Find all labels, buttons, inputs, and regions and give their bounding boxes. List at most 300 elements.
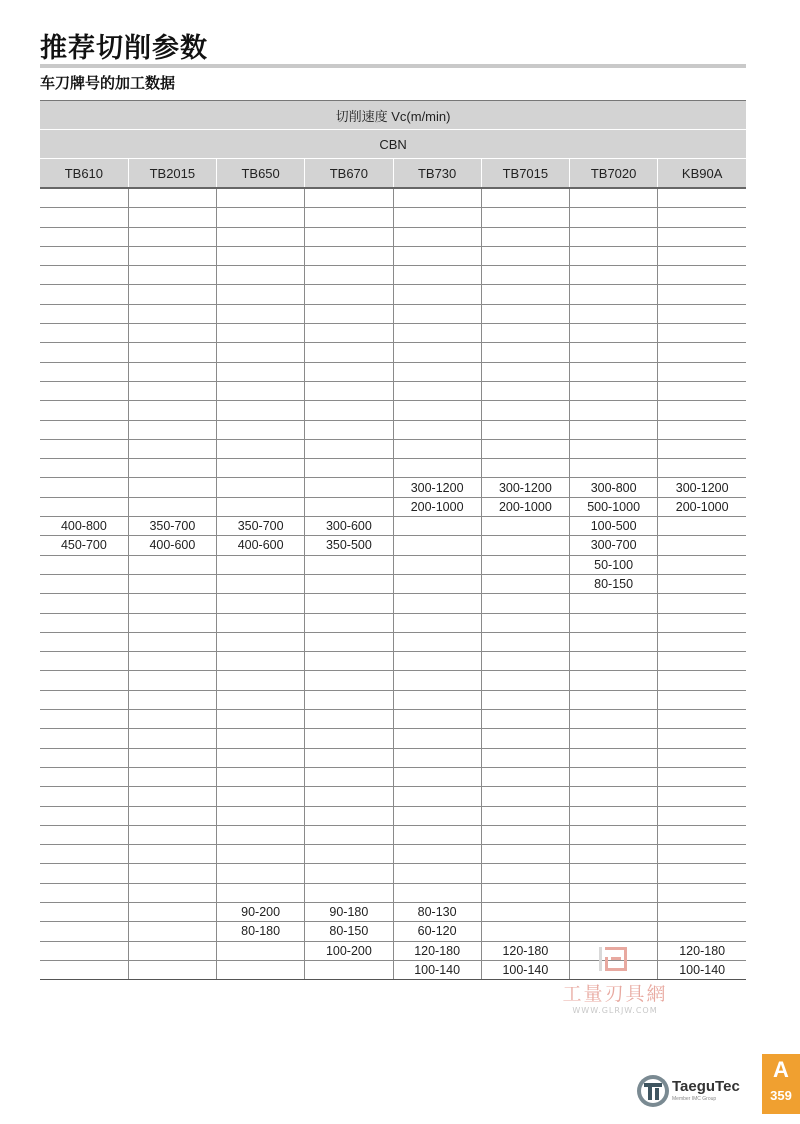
table-cell — [658, 266, 746, 285]
table-cell — [393, 362, 481, 381]
table-cell — [217, 710, 305, 729]
table-cell — [481, 729, 569, 748]
table-cell — [393, 748, 481, 767]
table-row — [40, 883, 746, 902]
table-row — [40, 208, 746, 227]
table-cell — [481, 459, 569, 478]
table-cell — [481, 806, 569, 825]
table-cell: 400-600 — [128, 536, 216, 555]
table-cell — [658, 652, 746, 671]
table-cell — [40, 941, 128, 960]
table-cell — [393, 227, 481, 246]
table-cell — [305, 188, 393, 208]
table-cell — [40, 632, 128, 651]
table-cell — [658, 864, 746, 883]
table-cell: 300-700 — [570, 536, 658, 555]
table-cell — [305, 227, 393, 246]
table-cell — [570, 266, 658, 285]
table-cell — [570, 594, 658, 613]
table-cell: 300-600 — [305, 517, 393, 536]
table-row — [40, 632, 746, 651]
table-cell — [658, 632, 746, 651]
table-cell — [128, 671, 216, 690]
table-cell — [40, 439, 128, 458]
table-cell: 120-180 — [393, 941, 481, 960]
table-cell — [128, 825, 216, 844]
table-cell — [481, 208, 569, 227]
table-cell: 450-700 — [40, 536, 128, 555]
table-cell — [128, 613, 216, 632]
table-cell — [128, 401, 216, 420]
table-row — [40, 729, 746, 748]
table-cell — [570, 864, 658, 883]
table-cell: 350-500 — [305, 536, 393, 555]
table-cell — [305, 420, 393, 439]
table-cell — [481, 594, 569, 613]
table-cell — [393, 729, 481, 748]
watermark — [540, 945, 690, 1020]
table-cell — [570, 710, 658, 729]
table-cell — [217, 227, 305, 246]
table-cell — [393, 381, 481, 400]
table-cell — [658, 304, 746, 323]
table-cell — [40, 787, 128, 806]
table-cell — [393, 787, 481, 806]
table-cell — [40, 188, 128, 208]
table-cell — [570, 401, 658, 420]
taegutec-logo-icon — [636, 1074, 670, 1108]
table-cell — [570, 613, 658, 632]
table-cell — [481, 266, 569, 285]
table-cell — [570, 806, 658, 825]
table-cell — [393, 324, 481, 343]
grade-header-tb650: TB650 — [217, 159, 305, 189]
table-cell: 50-100 — [570, 555, 658, 574]
table-cell — [217, 266, 305, 285]
table-cell — [570, 729, 658, 748]
table-cell: 80-180 — [217, 922, 305, 941]
table-cell — [40, 845, 128, 864]
table-cell — [217, 574, 305, 593]
table-cell — [305, 497, 393, 516]
table-row — [40, 594, 746, 613]
table-row — [40, 401, 746, 420]
table-cell — [481, 767, 569, 786]
table-cell — [658, 362, 746, 381]
table-cell — [128, 324, 216, 343]
table-cell — [40, 825, 128, 844]
table-cell — [658, 459, 746, 478]
table-cell — [570, 381, 658, 400]
table-body — [40, 188, 746, 980]
table-cell — [658, 536, 746, 555]
table-cell — [393, 806, 481, 825]
table-row — [40, 806, 746, 825]
table-cell — [481, 845, 569, 864]
table-row — [40, 864, 746, 883]
table-cell — [481, 246, 569, 265]
table-cell — [128, 459, 216, 478]
table-cell — [393, 439, 481, 458]
table-cell — [658, 343, 746, 362]
table-cell: 90-200 — [217, 902, 305, 921]
table-cell — [570, 767, 658, 786]
table-cell — [481, 825, 569, 844]
brand-tagline: Member IMC Group — [672, 1096, 717, 1102]
table-cell: 60-120 — [393, 922, 481, 941]
table-cell — [128, 690, 216, 709]
table-row — [40, 787, 746, 806]
brand-name: TaeguTec — [672, 1078, 740, 1095]
watermark-logo-icon — [595, 945, 635, 973]
table-cell — [658, 401, 746, 420]
watermark-text: 工量刃具網 — [562, 983, 668, 1005]
table-row — [40, 285, 746, 304]
table-cell — [217, 652, 305, 671]
table-cell — [658, 729, 746, 748]
table-row — [40, 536, 746, 555]
table-cell — [481, 883, 569, 902]
table-cell — [393, 208, 481, 227]
table-cell — [217, 285, 305, 304]
table-cell — [40, 729, 128, 748]
table-cell — [393, 536, 481, 555]
table-cell — [128, 806, 216, 825]
table-cell — [128, 478, 216, 497]
material-header: CBN — [40, 130, 746, 159]
table-cell — [40, 227, 128, 246]
grade-header-tb610: TB610 — [40, 159, 128, 189]
section-letter: A — [773, 1057, 789, 1082]
table-cell — [570, 208, 658, 227]
table-cell — [217, 381, 305, 400]
table-row — [40, 613, 746, 632]
table-cell — [128, 246, 216, 265]
table-cell: 400-800 — [40, 517, 128, 536]
table-cell — [217, 845, 305, 864]
table-cell — [128, 285, 216, 304]
table-cell — [217, 343, 305, 362]
table-cell — [570, 845, 658, 864]
table-cell — [128, 652, 216, 671]
table-cell — [481, 922, 569, 941]
grade-header-kb90a: KB90A — [658, 159, 746, 189]
table-cell — [217, 459, 305, 478]
table-cell — [481, 304, 569, 323]
table-row — [40, 497, 746, 516]
table-cell — [658, 227, 746, 246]
table-cell: 80-130 — [393, 902, 481, 921]
table-cell — [658, 671, 746, 690]
table-cell — [40, 285, 128, 304]
table-cell — [570, 652, 658, 671]
table-cell — [40, 459, 128, 478]
table-cell — [570, 632, 658, 651]
table-cell — [40, 883, 128, 902]
page-tab — [762, 1054, 800, 1114]
table-cell — [658, 439, 746, 458]
table-cell — [128, 883, 216, 902]
table-cell — [40, 208, 128, 227]
table-cell — [305, 304, 393, 323]
table-cell — [481, 748, 569, 767]
table-row — [40, 362, 746, 381]
page-subtitle: 车刀牌号的加工数据 — [40, 74, 176, 92]
table-cell — [658, 787, 746, 806]
table-row — [40, 227, 746, 246]
table-cell — [128, 555, 216, 574]
table-cell — [481, 188, 569, 208]
page-title: 推荐切削参数 — [40, 33, 208, 64]
table-cell — [481, 864, 569, 883]
table-cell — [481, 401, 569, 420]
table-cell — [217, 767, 305, 786]
table-cell — [40, 362, 128, 381]
table-cell — [658, 922, 746, 941]
table-cell — [481, 671, 569, 690]
table-cell — [128, 381, 216, 400]
watermark-url: WWW.GLRJW.COM — [572, 1006, 658, 1015]
table-cell — [40, 420, 128, 439]
table-cell — [305, 671, 393, 690]
table-row — [40, 517, 746, 536]
table-cell — [128, 632, 216, 651]
table-cell: 300-800 — [570, 478, 658, 497]
table-cell — [128, 864, 216, 883]
table-cell — [128, 941, 216, 960]
table-cell — [481, 420, 569, 439]
table-cell — [40, 304, 128, 323]
table-row — [40, 825, 746, 844]
grade-header-tb7015: TB7015 — [481, 159, 569, 189]
table-cell — [40, 710, 128, 729]
table-cell — [217, 825, 305, 844]
table-cell — [393, 459, 481, 478]
table-cell — [305, 806, 393, 825]
brand-logo — [636, 1074, 756, 1110]
table-cell — [305, 459, 393, 478]
table-cell — [305, 401, 393, 420]
table-cell: 120-180 — [658, 941, 746, 960]
table-row — [40, 478, 746, 497]
table-cell — [40, 922, 128, 941]
table-cell — [40, 864, 128, 883]
table-cell — [217, 864, 305, 883]
table-cell — [481, 381, 569, 400]
table-cell — [40, 381, 128, 400]
table-cell — [481, 536, 569, 555]
table-cell — [658, 902, 746, 921]
table-cell — [305, 266, 393, 285]
table-cell — [570, 825, 658, 844]
table-cell — [217, 304, 305, 323]
table-cell — [658, 555, 746, 574]
table-cell — [217, 246, 305, 265]
table-row — [40, 767, 746, 786]
table-row — [40, 266, 746, 285]
grade-header-row — [40, 159, 746, 189]
table-cell — [393, 710, 481, 729]
table-cell — [217, 188, 305, 208]
table-cell — [305, 767, 393, 786]
table-cell — [393, 594, 481, 613]
table-row — [40, 845, 746, 864]
table-cell — [128, 767, 216, 786]
table-cell — [305, 652, 393, 671]
table-row — [40, 574, 746, 593]
table-cell — [217, 787, 305, 806]
table-cell — [128, 227, 216, 246]
table-cell: 100-200 — [305, 941, 393, 960]
grade-header-tb730: TB730 — [393, 159, 481, 189]
table-cell — [128, 748, 216, 767]
table-cell — [217, 883, 305, 902]
grade-header-tb670: TB670 — [305, 159, 393, 189]
table-cell — [481, 439, 569, 458]
table-cell — [128, 304, 216, 323]
table-cell — [570, 902, 658, 921]
table-cell — [217, 208, 305, 227]
table-cell — [305, 883, 393, 902]
table-cell — [570, 324, 658, 343]
table-cell: 100-140 — [658, 960, 746, 979]
table-cell — [217, 806, 305, 825]
table-cell — [658, 748, 746, 767]
table-cell: 200-1000 — [481, 497, 569, 516]
table-cell — [570, 671, 658, 690]
table-cell — [40, 690, 128, 709]
table-cell — [128, 362, 216, 381]
table-cell — [481, 632, 569, 651]
table-cell — [481, 574, 569, 593]
table-cell — [393, 652, 481, 671]
table-cell — [217, 729, 305, 748]
table-cell — [217, 497, 305, 516]
table-cell — [128, 594, 216, 613]
table-cell — [217, 555, 305, 574]
table-cell — [40, 671, 128, 690]
table-cell — [305, 246, 393, 265]
table-cell — [305, 613, 393, 632]
table-cell — [128, 343, 216, 362]
table-cell — [128, 787, 216, 806]
table-cell — [570, 459, 658, 478]
table-row — [40, 343, 746, 362]
table-cell — [305, 439, 393, 458]
table-cell — [658, 690, 746, 709]
grade-header-tb2015: TB2015 — [128, 159, 216, 189]
table-cell: 100-140 — [393, 960, 481, 979]
table-cell — [481, 787, 569, 806]
table-cell — [217, 632, 305, 651]
table-cell — [305, 748, 393, 767]
table-cell — [305, 381, 393, 400]
table-cell — [658, 845, 746, 864]
table-cell — [40, 748, 128, 767]
table-cell — [658, 324, 746, 343]
table-cell: 90-180 — [305, 902, 393, 921]
table-cell — [305, 690, 393, 709]
table-cell — [393, 555, 481, 574]
table-cell — [217, 613, 305, 632]
table-cell — [217, 941, 305, 960]
table-row — [40, 555, 746, 574]
table-cell: 400-600 — [217, 536, 305, 555]
table-cell: 80-150 — [570, 574, 658, 593]
table-cell — [658, 710, 746, 729]
table-cell — [481, 710, 569, 729]
table-cell — [481, 324, 569, 343]
table-cell — [40, 613, 128, 632]
table-cell — [658, 594, 746, 613]
table-cell — [570, 285, 658, 304]
table-cell — [393, 285, 481, 304]
table-cell — [40, 902, 128, 921]
table-cell — [393, 767, 481, 786]
table-cell — [305, 632, 393, 651]
table-cell — [658, 883, 746, 902]
table-cell — [305, 825, 393, 844]
table-cell — [570, 362, 658, 381]
table-cell — [217, 671, 305, 690]
table-cell: 350-700 — [217, 517, 305, 536]
table-cell — [128, 960, 216, 979]
table-cell — [305, 729, 393, 748]
table-cell — [305, 845, 393, 864]
table-cell — [481, 902, 569, 921]
cutting-data-table — [40, 100, 746, 980]
table-cell — [217, 748, 305, 767]
table-cell — [393, 343, 481, 362]
table-cell — [40, 324, 128, 343]
table-cell — [658, 381, 746, 400]
page-number: 359 — [770, 1088, 792, 1103]
table-cell — [570, 439, 658, 458]
table-cell — [658, 613, 746, 632]
table-cell — [305, 864, 393, 883]
table-cell — [128, 497, 216, 516]
table-cell — [570, 748, 658, 767]
table-cell — [393, 671, 481, 690]
table-cell — [40, 401, 128, 420]
table-cell — [40, 767, 128, 786]
table-cell — [393, 845, 481, 864]
table-cell: 300-1200 — [393, 478, 481, 497]
table-cell — [217, 594, 305, 613]
table-cell — [481, 652, 569, 671]
table-cell — [305, 285, 393, 304]
table-cell — [393, 574, 481, 593]
table-row — [40, 671, 746, 690]
table-cell — [305, 574, 393, 593]
table-cell — [40, 594, 128, 613]
table-cell — [481, 555, 569, 574]
table-cell — [40, 343, 128, 362]
table-cell — [305, 555, 393, 574]
table-cell — [305, 343, 393, 362]
table-cell — [217, 362, 305, 381]
table-row — [40, 420, 746, 439]
table-cell — [217, 420, 305, 439]
table-cell — [128, 420, 216, 439]
table-cell — [393, 883, 481, 902]
table-cell — [393, 632, 481, 651]
table-row — [40, 188, 746, 208]
table-cell — [393, 825, 481, 844]
table-cell — [570, 227, 658, 246]
table-row — [40, 324, 746, 343]
table-row — [40, 459, 746, 478]
